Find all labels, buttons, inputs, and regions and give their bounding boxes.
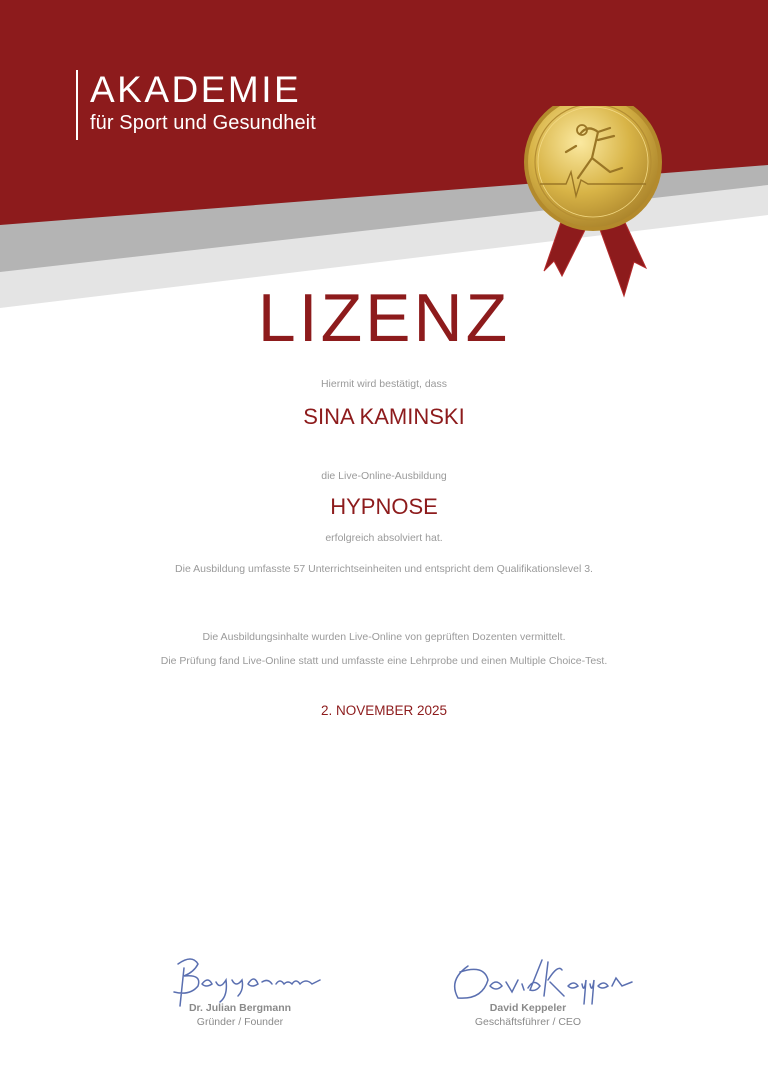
handwritten-signature-bergmann (140, 950, 340, 1010)
academy-logo (76, 70, 316, 140)
certificate-title: LIZENZ (257, 280, 511, 356)
course-name: HYPNOSE (330, 494, 438, 519)
exam-text: Die Prüfung fand Live-Online statt und umfasste eine Lehrprobe und einen Multiple Choice-Test. (160, 655, 608, 667)
signature-role-founder: Gründer / Founder (196, 1016, 284, 1028)
signature-role-ceo: Geschäftsführer / CEO (474, 1016, 582, 1028)
signature-block-ceo (408, 950, 648, 1029)
certificate-date: 2. NOVEMBER 2025 (320, 703, 448, 718)
gold-medal-runner-icon (518, 106, 668, 302)
scope-text: Die Ausbildung umfasste 57 Unterrichtseinheiten und entspricht dem Qualifikationslevel 3. (175, 563, 593, 575)
logo-subtitle: für Sport und Gesundheit (90, 112, 316, 134)
recipient-name: SINA KAMINSKI (303, 404, 465, 429)
signature-block-founder (120, 950, 360, 1029)
logo-title: AKADEMIE (90, 69, 302, 110)
content-text: Die Ausbildungsinhalte wurden Live-Online von geprüften Dozenten vermittelt. (202, 631, 566, 643)
signature-name-ceo: David Keppeler (489, 1002, 567, 1014)
completion-text: erfolgreich absolviert hat. (325, 532, 443, 544)
course-type: die Live-Online-Ausbildung (321, 470, 447, 482)
confirm-text: Hiermit wird bestätigt, dass (320, 378, 448, 390)
handwritten-signature-keppeler (418, 950, 638, 1010)
signature-name-founder: Dr. Julian Bergmann (188, 1002, 292, 1014)
